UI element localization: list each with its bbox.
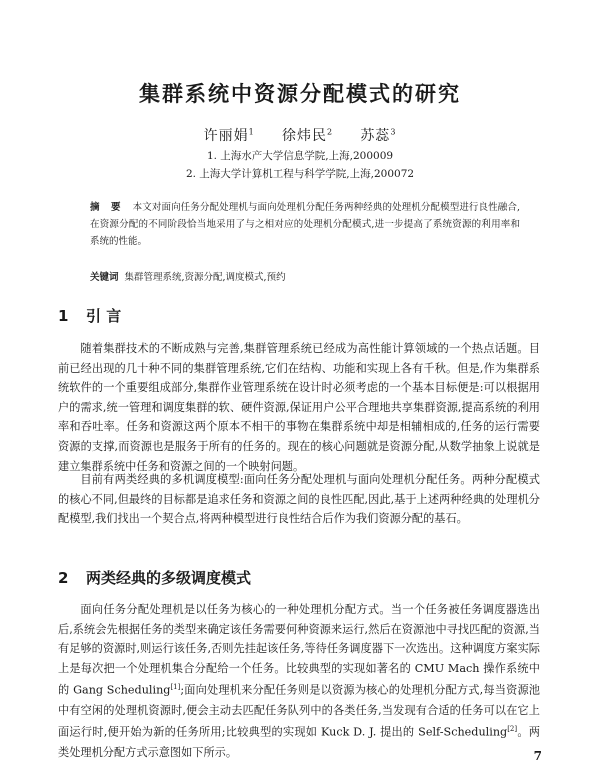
- author-list: [0, 125, 600, 145]
- section-number: 1: [58, 307, 69, 325]
- abstract-text: 本文对面向任务分配处理机与面向处理机分配任务两种经典的处理机分配模型进行良性融合,在资源分配的不同阶段恰当地采用了与之相对应的处理机分配模式,进一步提高了系统资源的利用率和系统的性能。: [90, 202, 520, 247]
- affiliation: 1. 上海水产大学信息学院,上海,200009: [206, 150, 394, 162]
- citation: [1]: [170, 683, 181, 692]
- abstract: [90, 199, 520, 250]
- keywords-text: 集群管理系统,资源分配,调度模式,预约: [124, 272, 286, 283]
- author-name: 许丽娟: [203, 128, 249, 144]
- paper-title: 集群系统中资源分配模式的研究: [139, 82, 461, 106]
- body-paragraph: [58, 600, 540, 762]
- section-heading: [58, 567, 251, 588]
- author-name: 苏蕊: [360, 128, 391, 144]
- citation: [2]: [507, 725, 518, 734]
- body-paragraph: 目前有两类经典的多机调度模型:面向任务分配处理机与面向处理机分配任务。两种分配模式的核心不同,但最终的目标都是追求任务和资源之间的良性匹配,因此,基于上述两种经典的处理机分配模型,我们找出一个契合点,将两种模型进行良性结合后作为我们资源分配的基石。: [58, 473, 540, 526]
- paragraph-text: ;面向处理机来分配任务则是以资源为核心的处理机分配方式,每当资源池中有空闲的处理机资源时,便会主动去匹配任务队列中的各类任务,当发现有合适的任务可以在它上面运行时,便开始为新的任务所用;比较典型的实现如 Kuck D. J. 提出的 Self-Scheduling: [58, 684, 540, 740]
- keywords: [90, 269, 286, 283]
- section-heading: [58, 305, 121, 326]
- paragraph-text: 。两类处理机分配方式示意图如下所示。: [58, 726, 540, 759]
- paragraph-text: 面向任务分配处理机是以任务为核心的一种处理机分配方式。当一个任务被任务调度器选出后,系统会先根据任务的类型来确定该任务需要何种资源来运行,然后在资源池中寻找匹配的资源,当有足够的资源时,则运行该任务,否则先挂起该任务,等待任务调度器下一次选出。这种调度方案实际上是每次把一个处理机集合分配给一个任务。比较典型的实现如著名的 CMU Mach 操作系统中的 Gang Scheduling: [58, 603, 540, 698]
- page-number: 7: [533, 749, 542, 763]
- body-paragraph: 随着集群技术的不断成熟与完善,集群管理系统已经成为高性能计算领域的一个热点话题。目前已经出现的几十种不同的集群管理系统,它们在结构、功能和实现上各有千秋。但是,作为集群系统软件的一个重要组成部分,集群作业管理系统在设计时必须考虑的一个基本目标便是:可以根据用户的需求,统一管理和调度集群的软、硬件资源,保证用户公平合理地共享集群资源,提高系统的利用率和吞吐率。任务和资源这两个原本不相干的事物在集群系统中却是相辅相成的,任务的运行需要资源的支撑,而资源也是服务于所有的任务的。现在的核心问题就是资源分配,从数学抽象上说就是建立集群系统中任务和资源之间的一个映射问题。: [58, 342, 540, 473]
- author-name: 徐炜民: [281, 128, 327, 144]
- section-title: 引 言: [86, 307, 122, 325]
- author-mark: 3: [390, 127, 397, 137]
- author-mark: 2: [326, 127, 334, 137]
- keywords-label: 关键词: [90, 272, 119, 283]
- section-title: 两类经典的多级调度模式: [86, 569, 252, 587]
- section-number: 2: [58, 569, 69, 587]
- affiliation: 2. 上海大学计算机工程与科学学院,上海,200072: [185, 168, 415, 180]
- abstract-label: 摘 要: [90, 202, 125, 213]
- author-mark: 1: [248, 127, 255, 137]
